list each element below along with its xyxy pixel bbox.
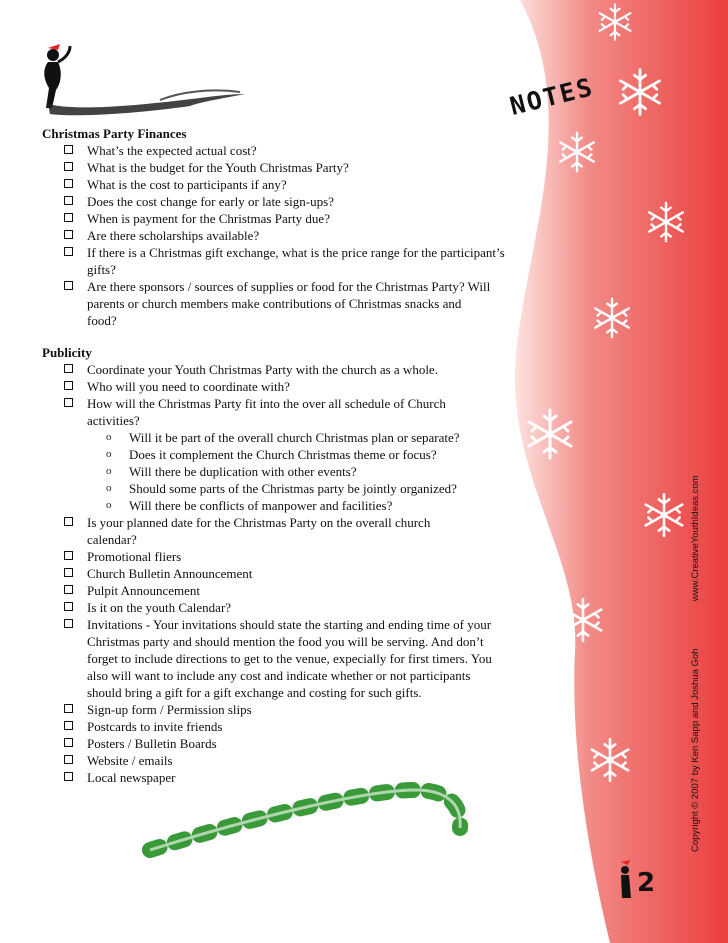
checklist-item: Does the cost change for early or late sign-ups? [62, 193, 512, 210]
notes-heading: NOTES [506, 72, 597, 121]
checkbox-icon [64, 247, 73, 256]
publicity-title: Publicity [42, 345, 92, 360]
checklist-item: Postcards to invite friends [62, 718, 512, 735]
checkbox-icon [64, 517, 73, 526]
checklist-item: What is the cost to participants if any? [62, 176, 512, 193]
checkbox-icon [64, 755, 73, 764]
checkbox-icon [64, 281, 73, 290]
checkbox-icon [64, 213, 73, 222]
checklist-item: Local newspaper [62, 769, 512, 786]
circle-bullet-icon: o [106, 465, 112, 477]
checklist-item: Church Bulletin Announcement [62, 565, 512, 582]
website-text: www.CreativeYouthIdeas.com [690, 475, 701, 602]
checklist-item: Coordinate your Youth Christmas Party with the church as a whole. [62, 361, 512, 378]
sub-list [87, 429, 497, 514]
checklist-item: Invitations - Your invitations should state the starting and ending time of your Christmas party and should mention the food you will be serving. And don’t forget to include directions to get to the venue, expecially for first timers. You also will want to include any cost and indicate whether or not participants should bring a gift for a gift exchange and costing for such gifts. [62, 616, 492, 701]
checkbox-icon [64, 179, 73, 188]
checkbox-icon [64, 738, 73, 747]
snowflake-icon [547, 866, 589, 914]
circle-bullet-icon: o [106, 499, 112, 511]
checkbox-icon [64, 162, 73, 171]
checkbox-icon [64, 230, 73, 239]
sub-item: o Does it complement the Church Christmas theme or focus? [106, 447, 437, 462]
checkbox-icon [64, 398, 73, 407]
sub-item: o Should some parts of the Christmas party be jointly organized? [106, 481, 457, 496]
checklist-item: Website / emails [62, 752, 512, 769]
main-content [42, 125, 512, 786]
checklist-item: Are there sponsors / sources of supplies or food for the Christmas Party? Will parents or church members make contributions of Christmas snacks and food? [62, 278, 492, 329]
checklist-item: Is your planned date for the Christmas Party on the overall church calendar? [62, 514, 482, 548]
copyright-text: Copyright © 2007 by Ken Sapp and Joshua Goh [690, 648, 701, 852]
checklist-item: Who will you need to coordinate with? [62, 378, 512, 395]
page-number: 2 [637, 868, 656, 898]
checklist-item: When is payment for the Christmas Party due? [62, 210, 512, 227]
finances-checklist [42, 142, 512, 329]
checkbox-icon [64, 772, 73, 781]
checkbox-icon [64, 585, 73, 594]
publicity-checklist [42, 361, 512, 786]
checkbox-icon [64, 721, 73, 730]
checkbox-icon [64, 568, 73, 577]
circle-bullet-icon: o [106, 431, 112, 443]
checkbox-icon [64, 381, 73, 390]
checklist-item: Promotional fliers [62, 548, 512, 565]
checkbox-icon [64, 196, 73, 205]
candy-cane-image [150, 790, 460, 850]
checklist-item: Posters / Bulletin Boards [62, 735, 512, 752]
checklist-item: How will the Christmas Party fit into the over all schedule of Church activities? o Will it be part of the overall church Christmas plan or separate? o Does it complement the Church Christmas theme or focus? o Will there be duplication with other events? o Should some parts of the Christmas party be jointly organized? o Will there be conflicts of manpower and facilities? [62, 395, 497, 514]
checklist-item: Pulpit Announcement [62, 582, 512, 599]
copyright-vertical [690, 475, 701, 852]
circle-bullet-icon: o [106, 482, 112, 494]
checkbox-icon [64, 551, 73, 560]
checkbox-icon [64, 364, 73, 373]
checklist-item: What is the budget for the Youth Christmas Party? [62, 159, 512, 176]
circle-bullet-icon: o [106, 448, 112, 460]
checkbox-icon [64, 619, 73, 628]
sub-item: o Will there be conflicts of manpower and facilities? [106, 498, 393, 513]
checklist-item: Sign-up form / Permission slips [62, 701, 512, 718]
checkbox-icon [64, 704, 73, 713]
stick-figure-logo [44, 44, 245, 115]
checklist-item: If there is a Christmas gift exchange, what is the price range for the participant’s gifts? [62, 244, 507, 278]
finances-title: Christmas Party Finances [42, 126, 187, 141]
checklist-item: Are there scholarships available? [62, 227, 512, 244]
sub-item: o Will there be duplication with other events? [106, 464, 357, 479]
checkbox-icon [64, 145, 73, 154]
checklist-item: Is it on the youth Calendar? [62, 599, 512, 616]
checklist-item: What’s the expected actual cost? [62, 142, 512, 159]
sub-item: o Will it be part of the overall church Christmas plan or separate? [106, 430, 460, 445]
checkbox-icon [64, 602, 73, 611]
